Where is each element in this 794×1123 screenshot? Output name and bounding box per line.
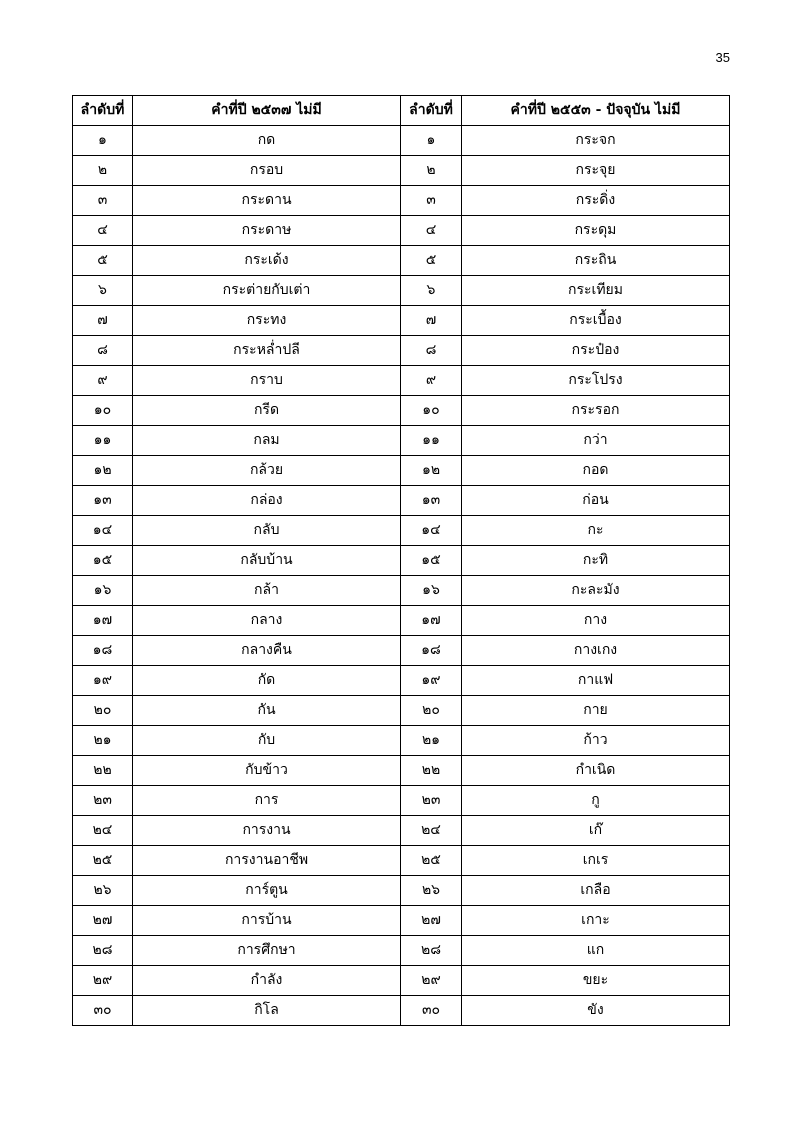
header-order-1: ลำดับที่	[73, 96, 133, 126]
order-number-cell: ๕	[401, 246, 462, 276]
order-number-cell: ๔	[401, 216, 462, 246]
word-2553-cell: กาง	[462, 606, 730, 636]
table-row	[73, 726, 730, 756]
order-number-cell: ๙	[73, 366, 133, 396]
word-2537-cell: กลม	[133, 426, 401, 456]
order-number-cell: ๓๐	[401, 996, 462, 1026]
word-2537-cell: การงาน	[133, 816, 401, 846]
table-row	[73, 186, 730, 216]
word-2553-cell: กาแฟ	[462, 666, 730, 696]
order-number-cell: ๑	[73, 126, 133, 156]
table-row	[73, 336, 730, 366]
table-row	[73, 996, 730, 1026]
word-2537-cell: กระดาน	[133, 186, 401, 216]
order-number-cell: ๑๙	[401, 666, 462, 696]
order-number-cell: ๒๑	[401, 726, 462, 756]
order-number-cell: ๗	[401, 306, 462, 336]
table-row	[73, 966, 730, 996]
order-number-cell: ๒๒	[73, 756, 133, 786]
order-number-cell: ๑๖	[73, 576, 133, 606]
word-2553-cell: กระเบื้อง	[462, 306, 730, 336]
table-row	[73, 366, 730, 396]
word-2553-cell: กระดิ่ง	[462, 186, 730, 216]
order-number-cell: ๒๙	[401, 966, 462, 996]
order-number-cell: ๒๖	[73, 876, 133, 906]
order-number-cell: ๒๐	[401, 696, 462, 726]
table-row	[73, 276, 730, 306]
word-2553-cell: กระจก	[462, 126, 730, 156]
page-number: 35	[715, 50, 730, 65]
header-words-2553: คำที่ปี ๒๕๕๓ - ปัจจุบัน ไม่มี	[462, 96, 730, 126]
order-number-cell: ๑๙	[73, 666, 133, 696]
word-2553-cell: เก๊	[462, 816, 730, 846]
order-number-cell: ๑๑	[73, 426, 133, 456]
word-2537-cell: กัด	[133, 666, 401, 696]
word-2537-cell: กด	[133, 126, 401, 156]
order-number-cell: ๑๗	[401, 606, 462, 636]
order-number-cell: ๒	[401, 156, 462, 186]
order-number-cell: ๑๐	[73, 396, 133, 426]
table-row	[73, 156, 730, 186]
order-number-cell: ๗	[73, 306, 133, 336]
table-row	[73, 486, 730, 516]
order-number-cell: ๑๒	[401, 456, 462, 486]
order-number-cell: ๑๗	[73, 606, 133, 636]
word-2553-cell: กะละมัง	[462, 576, 730, 606]
order-number-cell: ๒๘	[401, 936, 462, 966]
order-number-cell: ๑๓	[401, 486, 462, 516]
order-number-cell: ๒๙	[73, 966, 133, 996]
order-number-cell: ๒๑	[73, 726, 133, 756]
word-2537-cell: กระต่ายกับเต่า	[133, 276, 401, 306]
word-comparison-table	[72, 95, 730, 1026]
order-number-cell: ๑๐	[401, 396, 462, 426]
word-2537-cell: กระทง	[133, 306, 401, 336]
table-row	[73, 306, 730, 336]
table-row	[73, 816, 730, 846]
order-number-cell: ๑๘	[401, 636, 462, 666]
word-2553-cell: กระดุม	[462, 216, 730, 246]
order-number-cell: ๘	[73, 336, 133, 366]
order-number-cell: ๒๔	[73, 816, 133, 846]
table-row	[73, 936, 730, 966]
word-2537-cell: กรอบ	[133, 156, 401, 186]
order-number-cell: ๓	[73, 186, 133, 216]
order-number-cell: ๓๐	[73, 996, 133, 1026]
order-number-cell: ๑๒	[73, 456, 133, 486]
word-2553-cell: กระรอก	[462, 396, 730, 426]
word-2537-cell: การ์ตูน	[133, 876, 401, 906]
order-number-cell: ๑๑	[401, 426, 462, 456]
table-row	[73, 396, 730, 426]
order-number-cell: ๖	[73, 276, 133, 306]
order-number-cell: ๒๓	[401, 786, 462, 816]
table-row	[73, 876, 730, 906]
table-row	[73, 576, 730, 606]
header-words-2537: คำที่ปี ๒๕๓๗ ไม่มี	[133, 96, 401, 126]
word-2537-cell: การบ้าน	[133, 906, 401, 936]
word-2537-cell: การศึกษา	[133, 936, 401, 966]
word-2553-cell: ขยะ	[462, 966, 730, 996]
table-row	[73, 636, 730, 666]
word-2553-cell: กู	[462, 786, 730, 816]
order-number-cell: ๑๓	[73, 486, 133, 516]
word-2537-cell: กล่อง	[133, 486, 401, 516]
word-2553-cell: กะทิ	[462, 546, 730, 576]
order-number-cell: ๑๖	[401, 576, 462, 606]
word-2537-cell: กราบ	[133, 366, 401, 396]
order-number-cell: ๑๕	[73, 546, 133, 576]
table-row	[73, 606, 730, 636]
word-2553-cell: เกเร	[462, 846, 730, 876]
word-2537-cell: กำลัง	[133, 966, 401, 996]
order-number-cell: ๒๗	[73, 906, 133, 936]
word-2553-cell: ก่อน	[462, 486, 730, 516]
word-2553-cell: กระป๋อง	[462, 336, 730, 366]
order-number-cell: ๒	[73, 156, 133, 186]
word-2553-cell: กอด	[462, 456, 730, 486]
order-number-cell: ๙	[401, 366, 462, 396]
table-row	[73, 516, 730, 546]
word-2553-cell: ขัง	[462, 996, 730, 1026]
order-number-cell: ๔	[73, 216, 133, 246]
order-number-cell: ๒๐	[73, 696, 133, 726]
word-2537-cell: กิโล	[133, 996, 401, 1026]
table-row	[73, 456, 730, 486]
table-row	[73, 666, 730, 696]
table-row	[73, 696, 730, 726]
word-2553-cell: กระจุย	[462, 156, 730, 186]
order-number-cell: ๕	[73, 246, 133, 276]
table-row	[73, 546, 730, 576]
order-number-cell: ๒๖	[401, 876, 462, 906]
order-number-cell: ๓	[401, 186, 462, 216]
order-number-cell: ๒๕	[401, 846, 462, 876]
word-2553-cell: กระโปรง	[462, 366, 730, 396]
word-2537-cell: กล้วย	[133, 456, 401, 486]
table-row	[73, 126, 730, 156]
order-number-cell: ๘	[401, 336, 462, 366]
word-2553-cell: กาย	[462, 696, 730, 726]
word-2553-cell: กระถิน	[462, 246, 730, 276]
table-row	[73, 756, 730, 786]
order-number-cell: ๒๒	[401, 756, 462, 786]
word-2537-cell: กรีด	[133, 396, 401, 426]
word-2537-cell: กลาง	[133, 606, 401, 636]
word-2537-cell: กัน	[133, 696, 401, 726]
order-number-cell: ๒๗	[401, 906, 462, 936]
word-2553-cell: ก้าว	[462, 726, 730, 756]
table-header-row	[73, 96, 730, 126]
word-2537-cell: กับข้าว	[133, 756, 401, 786]
order-number-cell: ๑๔	[73, 516, 133, 546]
word-2553-cell: เกลือ	[462, 876, 730, 906]
word-2537-cell: กระหล่ำปลี	[133, 336, 401, 366]
order-number-cell: ๒๔	[401, 816, 462, 846]
word-2553-cell: กะ	[462, 516, 730, 546]
word-2553-cell: เกาะ	[462, 906, 730, 936]
word-2537-cell: กลางคืน	[133, 636, 401, 666]
word-2553-cell: แก	[462, 936, 730, 966]
word-2537-cell: กระเด้ง	[133, 246, 401, 276]
order-number-cell: ๒๕	[73, 846, 133, 876]
header-order-2: ลำดับที่	[401, 96, 462, 126]
order-number-cell: ๑๔	[401, 516, 462, 546]
table-row	[73, 246, 730, 276]
order-number-cell: ๒๓	[73, 786, 133, 816]
word-2553-cell: กำเนิด	[462, 756, 730, 786]
word-2537-cell: การงานอาชีพ	[133, 846, 401, 876]
table-row	[73, 906, 730, 936]
order-number-cell: ๑๘	[73, 636, 133, 666]
table-row	[73, 216, 730, 246]
order-number-cell: ๑๕	[401, 546, 462, 576]
order-number-cell: ๖	[401, 276, 462, 306]
order-number-cell: ๑	[401, 126, 462, 156]
table-row	[73, 786, 730, 816]
word-2553-cell: กางเกง	[462, 636, 730, 666]
table-row	[73, 426, 730, 456]
word-2537-cell: กับ	[133, 726, 401, 756]
word-2537-cell: กล้า	[133, 576, 401, 606]
word-2553-cell: กว่า	[462, 426, 730, 456]
word-2537-cell: กระดาษ	[133, 216, 401, 246]
word-2537-cell: การ	[133, 786, 401, 816]
word-2537-cell: กลับบ้าน	[133, 546, 401, 576]
word-2553-cell: กระเทียม	[462, 276, 730, 306]
word-2537-cell: กลับ	[133, 516, 401, 546]
table-row	[73, 846, 730, 876]
order-number-cell: ๒๘	[73, 936, 133, 966]
